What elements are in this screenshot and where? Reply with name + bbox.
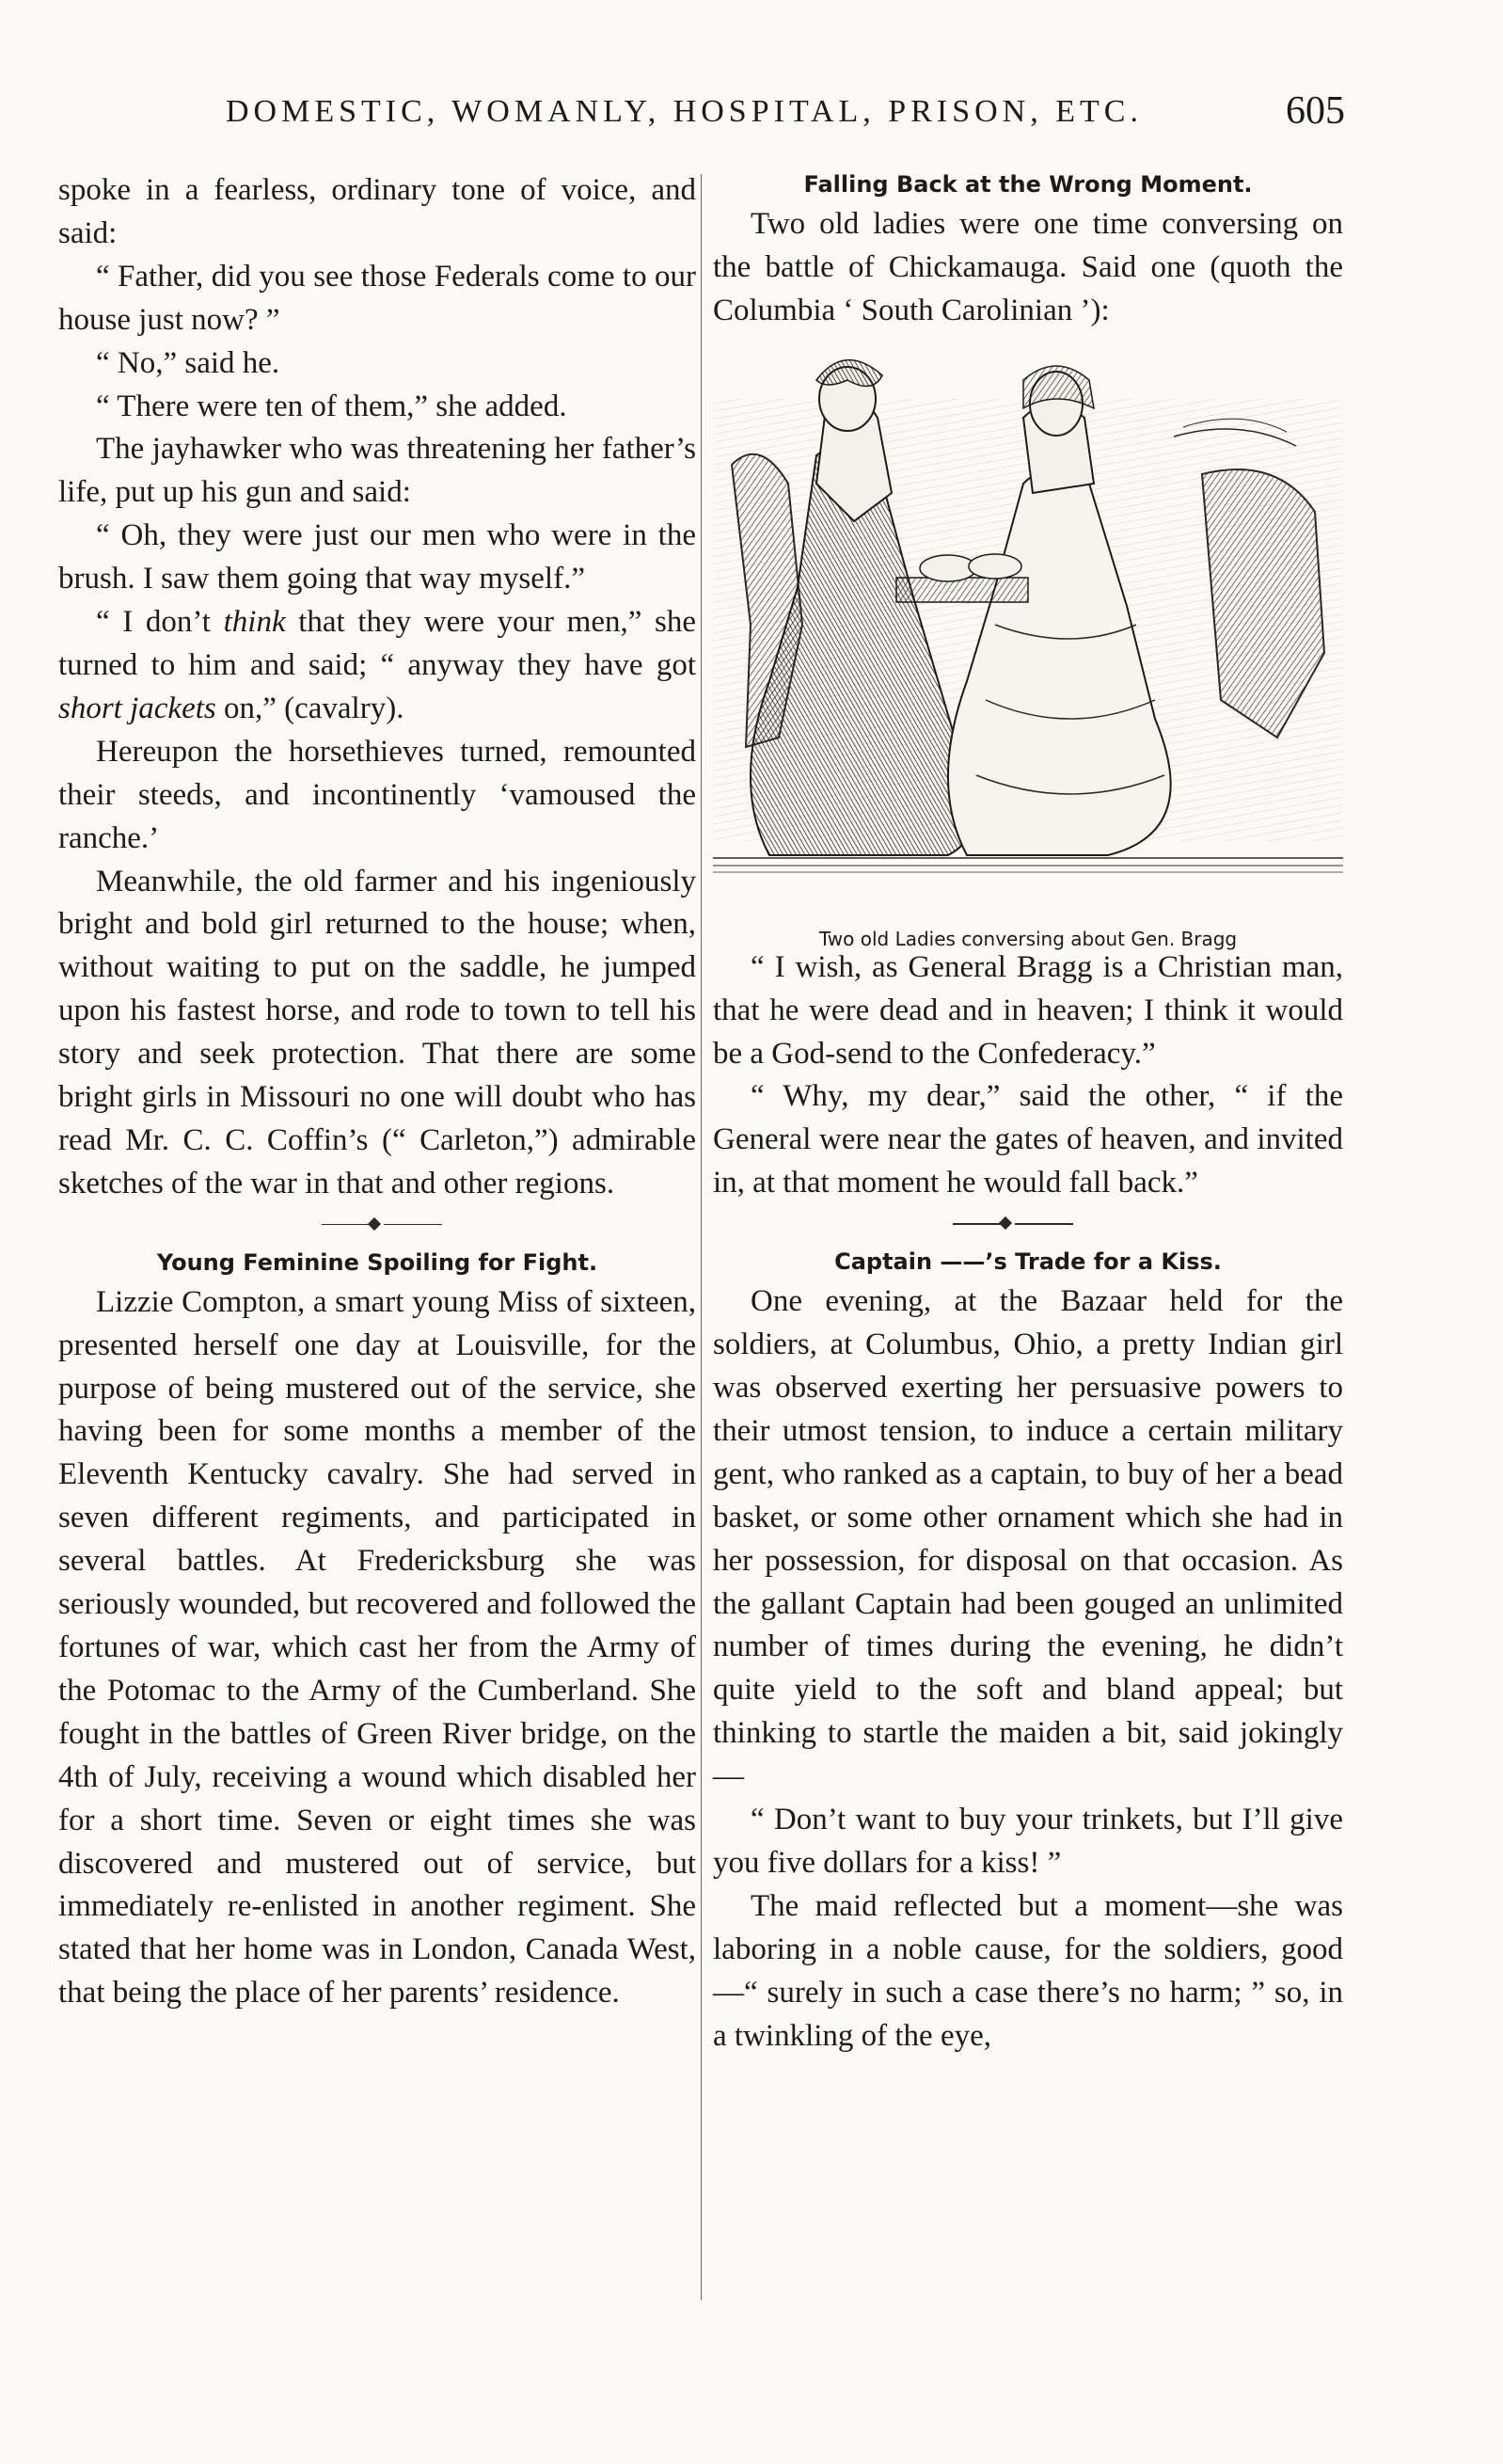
left-paragraph: “ Father, did you see those Federals come to our house just now? ” <box>58 259 696 337</box>
running-header <box>226 89 1345 141</box>
italic-run: think <box>223 605 286 640</box>
left-paragraph: spoke in a fearless, ordinary tone of voice, and said: <box>58 173 696 250</box>
left-paragraph <box>58 601 696 731</box>
column-rule <box>701 174 702 2300</box>
right-column <box>713 169 1343 2058</box>
running-head-title: DOMESTIC, WOMANLY, HOSPITAL, PRISON, ETC. <box>226 94 1143 129</box>
section-heading: Captain ——’s Trade for a Kiss. <box>834 1248 1222 1276</box>
left-paragraph: “ There were ten of them,” she added. <box>96 389 567 423</box>
right-paragraph: “ Don’t want to buy your trinkets, but I’ll give you five dollars for a kiss! ” <box>713 1803 1343 1880</box>
section-divider <box>58 1206 696 1244</box>
text-run: “ I don’t <box>96 605 224 640</box>
left-paragraph: Hereupon the horsethieves turned, remounted their steeds, and incontinently ‘vamoused the ranche.’ <box>58 734 696 855</box>
engraving-two-ladies <box>713 342 1343 907</box>
right-paragraph: The maid reflected but a moment—she was laboring in a noble cause, for the soldiers, good—“ surely in such a case there’s no harm; ” so, in a twinkling of the eye, <box>713 1888 1343 2053</box>
left-paragraph: “ Oh, they were just our men who were in the brush. I saw them going that way myself.” <box>58 518 696 596</box>
left-paragraph: “ No,” said he. <box>96 345 280 380</box>
illustration <box>713 342 1343 950</box>
italic-run: short jackets <box>58 691 216 725</box>
section-divider <box>713 1205 1343 1243</box>
right-paragraph: “ Why, my dear,” said the other, “ if the General were near the gates of heaven, and invited in, at that moment he would fall back.” <box>713 1079 1343 1200</box>
right-paragraph: Two old ladies were one time conversing on the battle of Chickamauga. Said one (quoth the Columbia ‘ South Carolinian ’): <box>713 207 1343 327</box>
left-paragraph: Lizzie Compton, a smart young Miss of sixteen, presented herself one day at Louisville, for the purpose of being mustered out of the service, she having been for some months a member of the Eleventh Kentucky cavalry. She had served in seven different regiments, and participated in several battles. At Fredericksburg she was seriously wounded, but recovered and followed the fortunes of war, which cast her from the Army of the Potomac to the Army of the Cumberland. She fought in the battles of Green River bridge, on the 4th of July, receiving a wound which disabled her for a short time. Seven or eight times she was discovered and mustered out of service, but immediately re-enlisted in another regiment. She stated that her home was in London, Canada West, that being the place of her parents’ residence. <box>58 1284 696 2011</box>
illustration-caption: Two old Ladies conversing about Gen. Bragg <box>818 927 1238 950</box>
right-paragraph: One evening, at the Bazaar held for the soldiers, at Columbus, Ohio, a pretty Indian girl was observed exerting her persuasive powers to their utmost tension, to induce a certain military gent, who ranked as a captain, to buy of her a bead basket, or some other ornament which she had in her possession, for disposal on that occasion. As the gallant Captain had been gouged an unlimited number of times during the evening, he didn’t quite yield to the soft and bland appeal; but thinking to startle the maiden a bit, said jokingly— <box>713 1284 1343 1794</box>
text-run: that they were your men,” she turned to him and said; “ anyway they have got <box>58 605 697 682</box>
left-paragraph: Meanwhile, the old farmer and his ingeniously bright and bold girl returned to the house; when, without waiting to put on the saddle, he jumped upon his fastest horse, and rode to town to tell his story and seek protection. That there are some bright girls in Missouri no one will doubt who has read Mr. C. C. Coffin’s (“ Carleton,”) admirable sketches of the war in that and other regions. <box>58 864 696 1200</box>
left-column <box>58 169 696 2015</box>
section-heading: Falling Back at the Wrong Moment. <box>803 171 1253 198</box>
text-run: on,” (cavalry). <box>215 691 404 725</box>
section-heading: Young Feminine Spoiling for Fight. <box>156 1248 598 1276</box>
page-number: 605 <box>1286 89 1345 133</box>
left-paragraph: The jayhawker who was threatening her father’s life, put up his gun and said: <box>58 432 696 510</box>
right-paragraph: “ I wish, as General Bragg is a Christian man, that he were dead and in heaven; I think it would be a God-send to the Confederacy.” <box>713 949 1343 1071</box>
